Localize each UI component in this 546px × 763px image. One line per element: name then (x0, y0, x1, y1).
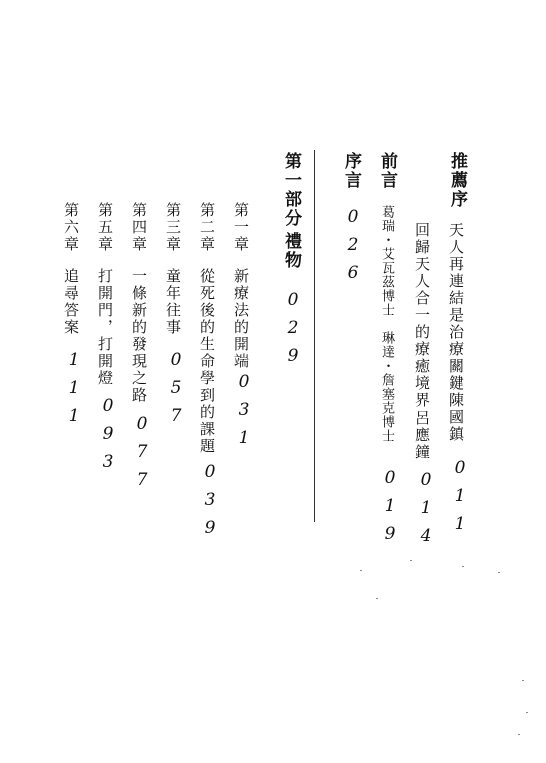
recommend-entry-1-title: 天人再連結是治療關鍵 (447, 222, 465, 392)
recommend-entry-2-author: 呂應鐘 (413, 410, 431, 461)
recommend-entry-1-page: 011 (450, 458, 470, 542)
scan-speck (522, 680, 524, 681)
scan-speck (376, 598, 378, 599)
chapter-5-title: 打開門，打開燈 (96, 268, 114, 387)
part1-title: 禮物 (281, 232, 301, 270)
scan-speck (526, 712, 528, 713)
preface-label: 序言 (341, 152, 361, 190)
scan-speck (462, 566, 464, 567)
chapter-6-title: 追尋答案 (62, 268, 80, 336)
chapter-5-page: 093 (98, 396, 118, 480)
recommend-label: 推薦序 (447, 152, 467, 209)
chapter-2-title: 從死後的生命學到的課題 (198, 268, 216, 455)
section-divider (314, 150, 315, 522)
chapter-4-title: 一條新的發現之路 (130, 268, 148, 404)
chapter-5-number: 第五章 (96, 202, 114, 253)
part1-label: 第一部分 (281, 152, 301, 228)
chapter-6-page: 111 (64, 350, 84, 434)
scan-speck (518, 734, 520, 735)
chapter-3-page: 057 (166, 350, 186, 434)
foreword-label: 前言 (377, 152, 397, 190)
scan-speck (410, 560, 412, 561)
chapter-3-title: 童年往事 (164, 268, 182, 336)
preface-page: 026 (343, 207, 363, 291)
recommend-entry-1-author: 陳國鎮 (447, 392, 465, 443)
chapter-2-page: 039 (200, 462, 220, 546)
chapter-3-number: 第三章 (164, 202, 182, 253)
chapter-1-number: 第一章 (232, 202, 250, 253)
part1-page: 029 (283, 290, 303, 374)
chapter-2-number: 第二章 (198, 202, 216, 253)
recommend-entry-2-title: 回歸天人合一的療癒境界 (413, 222, 431, 409)
foreword-authors: 葛瑞・艾瓦茲博士 琳達・詹塞克博士 (379, 205, 394, 443)
scan-speck (498, 572, 500, 573)
chapter-4-number: 第四章 (130, 202, 148, 253)
chapter-6-number: 第六章 (62, 202, 80, 253)
foreword-page: 019 (380, 468, 400, 552)
chapter-1-page: 031 (234, 372, 254, 456)
recommend-entry-2-page: 014 (416, 470, 436, 554)
chapter-4-page: 077 (132, 414, 152, 498)
scan-speck (360, 570, 362, 571)
chapter-1-title: 新療法的開端 (232, 268, 250, 370)
